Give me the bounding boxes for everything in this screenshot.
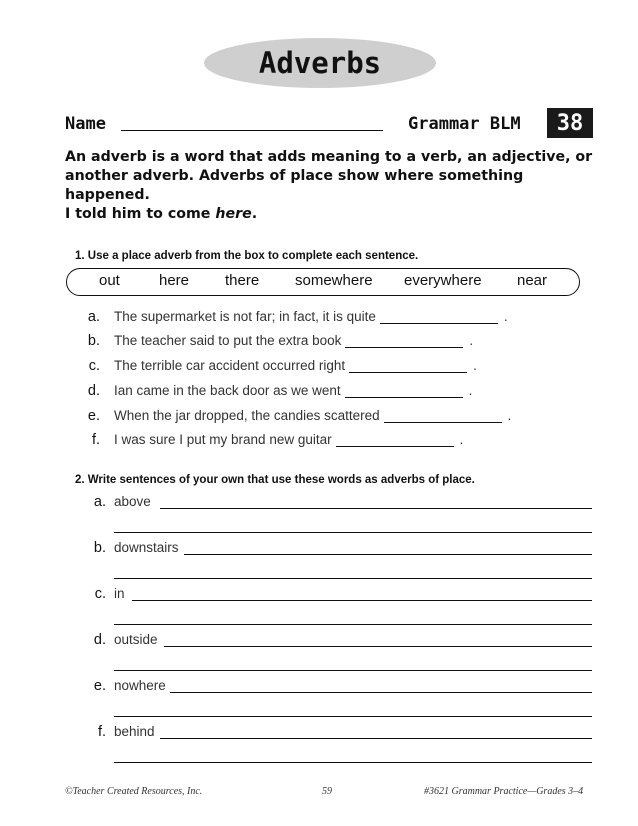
item-word: behind [114, 724, 155, 739]
page-title: Adverbs [258, 46, 382, 80]
box-word: out [99, 272, 120, 289]
section2-instruction: 2. Write sentences of your own that use these words as adverbs of place. [75, 474, 475, 486]
item-word: above [114, 494, 151, 509]
name-label: Name [65, 114, 106, 134]
footer-book-title: #3621 Grammar Practice—Grades 3–4 [424, 786, 584, 797]
item-letter: d. [87, 383, 100, 399]
item-text: The terrible car accident occurred right [114, 358, 346, 373]
answer-blank[interactable] [349, 358, 467, 373]
sentence-line[interactable] [114, 624, 592, 625]
title-banner [204, 38, 436, 88]
item-letter: c. [88, 358, 100, 374]
item-letter: b. [87, 333, 100, 349]
item-end: . [473, 358, 477, 373]
item-word: outside [114, 632, 158, 647]
example-sentence [65, 205, 605, 224]
item-letter: c. [94, 586, 106, 602]
answer-blank[interactable] [345, 333, 463, 348]
answer-blank[interactable] [345, 383, 463, 398]
footer-page-number: 59 [322, 786, 332, 797]
sentence-line[interactable] [164, 646, 592, 647]
item-letter: f. [97, 724, 106, 740]
box-word: everywhere [404, 272, 482, 289]
answer-blank[interactable] [336, 432, 454, 447]
item-word: in [114, 586, 125, 601]
box-word: near [517, 272, 548, 289]
sentence-line[interactable] [114, 670, 592, 671]
item-letter: f. [91, 432, 100, 448]
item-text: Ian came in the back door as we went [114, 383, 341, 398]
sentence-line[interactable] [114, 578, 592, 579]
item-word: downstairs [114, 540, 179, 555]
item-text: The teacher said to put the extra book [114, 333, 342, 348]
section2-item [92, 632, 592, 652]
section2-item [92, 724, 592, 744]
intro-text [65, 148, 605, 224]
section1-instruction: 1. Use a place adverb from the box to complete each sentence. [75, 250, 419, 262]
item-letter: a. [93, 494, 106, 510]
sentence-line[interactable] [132, 600, 592, 601]
example-word: here [215, 206, 252, 222]
sentence-line[interactable] [184, 554, 592, 555]
item-text: When the jar dropped, the candies scattered [114, 408, 380, 423]
section2-item [92, 586, 592, 606]
example-prefix: I told him to come [65, 206, 216, 222]
item-sentence [114, 333, 473, 348]
item-text: The supermarket is not far; in fact, it is quite [114, 309, 376, 324]
word-box [66, 268, 580, 296]
sentence-line[interactable] [160, 738, 592, 739]
item-end: . [468, 383, 473, 398]
sentence-line[interactable] [160, 508, 592, 509]
item-end: . [503, 309, 508, 324]
box-word: there [225, 272, 260, 289]
sentence-line[interactable] [114, 532, 592, 533]
sentence-line[interactable] [170, 692, 592, 693]
item-sentence [114, 358, 477, 373]
item-letter: d. [93, 632, 106, 648]
sentence-line[interactable] [114, 762, 592, 763]
item-sentence [114, 408, 511, 423]
item-sentence [114, 383, 472, 398]
example-suffix: . [251, 206, 258, 222]
item-word: nowhere [114, 678, 166, 693]
item-letter: e. [93, 678, 106, 694]
definition-text: An adverb is a word that adds meaning to a verb, an adjective, or another adverb. Adverbs of place show where something happened. [65, 149, 593, 203]
item-sentence [114, 309, 508, 324]
box-word: here [159, 272, 190, 289]
item-letter: a. [87, 309, 100, 325]
item-text: I was sure I put my brand new guitar [114, 432, 332, 447]
item-sentence [114, 432, 463, 447]
box-word: somewhere [295, 272, 373, 289]
item-letter: b. [93, 540, 106, 556]
answer-blank[interactable] [380, 309, 498, 324]
blm-number-badge: 38 [547, 108, 593, 138]
name-field[interactable] [121, 130, 383, 131]
name-row [65, 112, 595, 138]
item-end: . [507, 408, 512, 423]
section2-item [92, 494, 592, 514]
item-letter: e. [87, 408, 100, 424]
blm-label: Grammar BLM [408, 114, 521, 134]
answer-blank[interactable] [384, 408, 502, 423]
footer-publisher: ©Teacher Created Resources, Inc. [65, 786, 203, 797]
section2-item [92, 678, 592, 698]
section2-item [92, 540, 592, 560]
item-end: . [469, 333, 474, 348]
sentence-line[interactable] [114, 716, 592, 717]
item-end: . [459, 432, 464, 447]
